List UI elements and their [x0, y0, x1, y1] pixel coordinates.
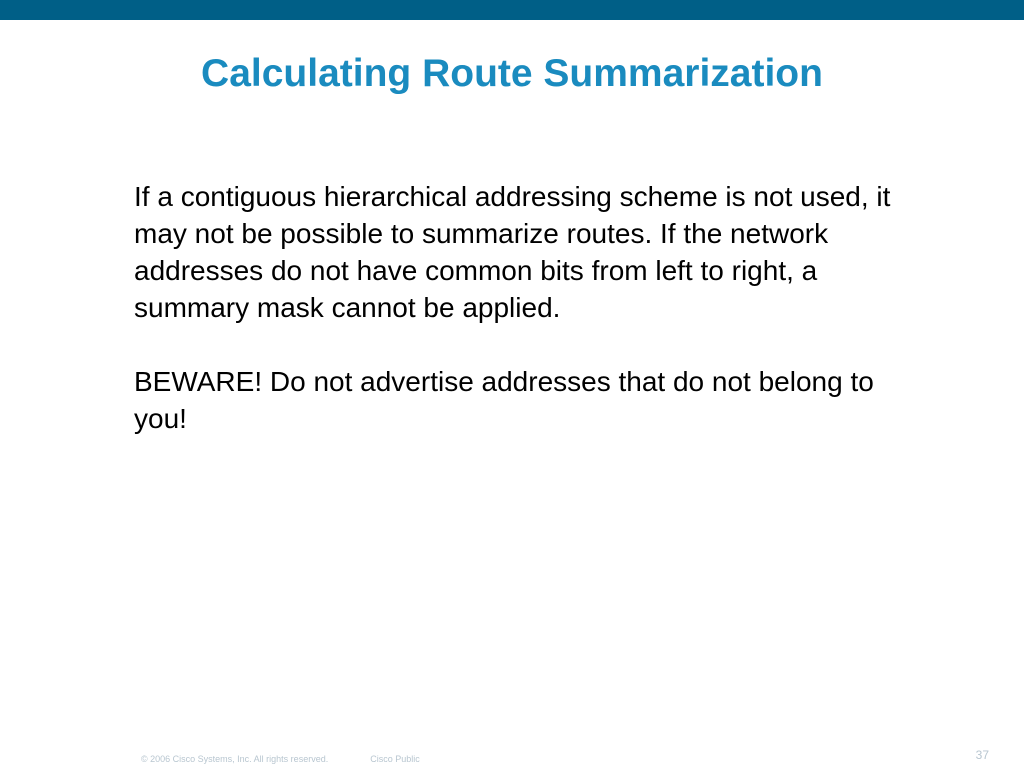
- body-paragraph-2: BEWARE! Do not advertise addresses that do not belong to you!: [134, 366, 874, 434]
- footer-copyright: © 2006 Cisco Systems, Inc. All rights reserved.: [141, 754, 329, 764]
- top-header-bar: [0, 0, 1024, 20]
- slide-body: [134, 178, 894, 437]
- footer: [141, 754, 420, 765]
- body-paragraph-1: If a contiguous hierarchical addressing scheme is not used, it may not be possible to summarize routes. If the network addresses do not have common bits from left to right, a summary mask cannot be applied.: [134, 181, 891, 323]
- footer-classification: Cisco Public: [370, 754, 420, 764]
- slide-title: Calculating Route Summarization: [201, 52, 823, 95]
- page-number: 37: [975, 748, 989, 762]
